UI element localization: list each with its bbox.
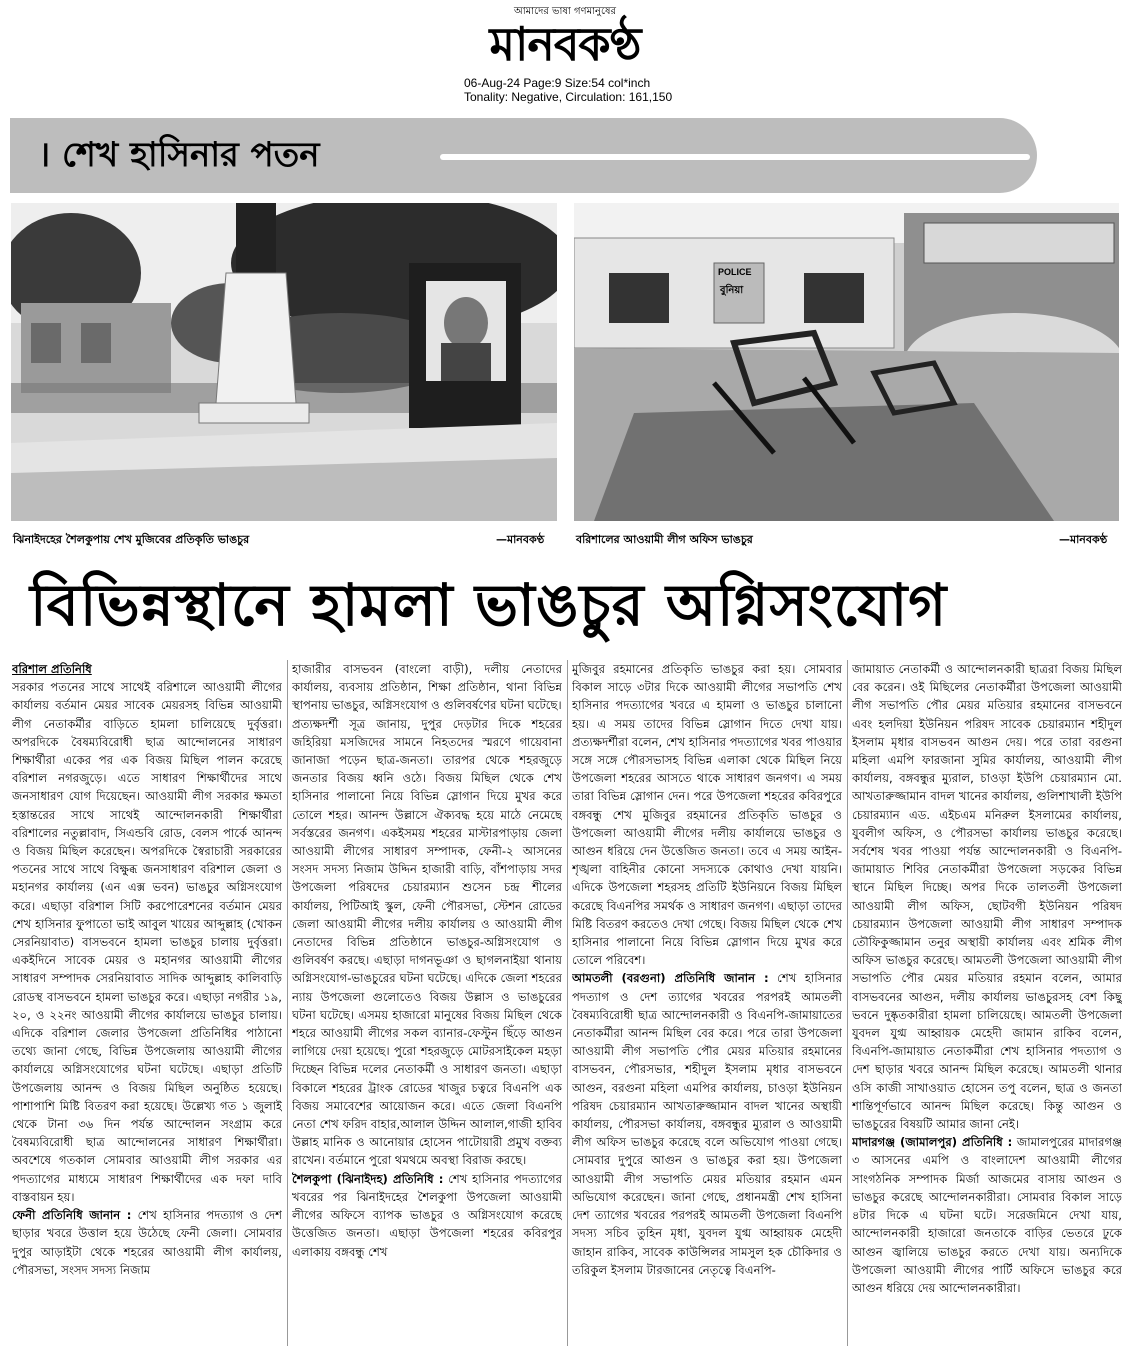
main-headline: বিভিন্নস্থানে হামলা ভাঙচুর অগ্নিসংযোগ (30, 571, 948, 639)
article-column-3 (572, 660, 842, 1346)
photo-2-caption: বরিশালের আওয়ামী লীগ অফিস ভাঙচুর (576, 533, 753, 546)
photo-1-caption: ঝিনাইদহের শৈলকুপায় শেখ মুজিবের প্রতিকৃতি ভাঙচুর (13, 533, 250, 546)
building-sign: বুনিয়া (720, 285, 744, 296)
lead-shailkupa: শৈলকুপা (ঝিনাইদহ) প্রতিনিধি : (292, 1171, 444, 1186)
column-divider (567, 660, 568, 1346)
lead-madarganj: মাদারগঞ্জ (জামালপুর) প্রতিনিধি : (852, 1135, 1013, 1150)
paragraph: প্রত্যক্ষদর্শী সূত্র জানায়, দুপুর দেড়টার দিকে শহরের জহিরিয়া মসজিদের সামনে নিহতদের স্মরণে গায়েবানা জানাজা পড়েন ছাত্র-জনতা। তারপর থেকে শহরজুড়ে জনতার বিজয় ধ্বনি ওঠে। বিজয় মিছিল থেকে শেখ হাসিনার পালানো নিয়ে বিভিন্ন স্লোগান দিয়ে মুখর করে তোলে শহর। আনন্দ উল্লাসে ঐক্যবদ্ধ হয়ে মাঠে নেমেছে সর্বস্তরের জনগণ। একইসময় শহরের মাস্টারপাড়ায় জেলা আওয়ামী লীগের সাধারণ সম্পাদক, ফেনী-২ আসনের সংসদ সদস্য নিজাম উদ্দিন হাজারী বাড়ি, বাঁশপাড়ায় সদর উপজেলা পরিষদের চেয়ারম্যান শুসেন চন্দ্র শীলের কার্যালয়, পিটিআই স্কুল, ফেনী পৌরসভা, স্টেশন রোডের জেলা আওয়ামী লীগের দলীয় কার্যালয় ও আওয়ামী লীগ নেতাদের বিভিন্ন প্রতিষ্ঠানে ভাঙচুর-অগ্নিসংযোগ ও গুলিবর্ষণ করছে। এছাড়া দাগনভূঞা ও ছাগলনাইয়া থানায় অগ্নিসংযোগ-ভাঙচুরের ঘটনা ঘটেছে। এদিকে জেলা শহরের ন্যায় উপজেলা গুলোতেও বিজয় উল্লাস ও ভাঙচুরের ঘটনা ঘটেছে। এসময় হাজারো মানুষের বিজয় মিছিল থেকে শহরে আওয়ামী লীগের সকল ব্যানার-ফেস্টুন ছিঁড়ে আগুন লাগিয়ে দেয়া হয়েছে। পুরো শহরজুড়ে মোটরসাইকেল মহড়া দিচ্ছেন বিভিন্ন দলের নেতাকর্মী ও সাধারণ জনতা। এছাড়া বিকালে শহরের ট্রাংক রোডের খাজুর চত্বরে বিএনপি এক বিজয় সমাবেশের আয়োজন করে। এতে জেলা বিএনপি নেতা শেখ ফরিদ বাহার,আলাল উদ্দিন আলাল,গাজী হাবিব উল্লাহ মানিক ও আনোয়ার হোসেন পাটোয়ারী প্রমুখ বক্তব্য রাখেন। বর্তমানে পুরো থমথমে অবস্থা বিরাজ করছে। (292, 716, 562, 1168)
paragraph: শেখ হাসিনার পদত্যাগ ও দেশ ত্যাগের খবরের পরপরই আমতলী বৈষম্যবিরোধী ছাত্র আন্দোলনকারী ও বিএনপি-জামায়াতের নেতাকর্মীরা আনন্দ মিছিল বের করে। পরে তারা উপজেলা আওয়ামী লীগ সভাপতি পৌর মেয়র মতিয়ার রহমানের বাসভবন, পৌরসভার, শহীদুল ইসলাম মৃধার বাসভবনে আগুন, বরগুনা মহিলা এমপির কার্যালয়, চাওড়া ইউনিয়ন পরিষদ চেয়ারম্যান আখতারুজ্জামান বাদল খানের অস্থায়ী কার্যালয়, পৌরসভা কার্যালয়, বঙ্গবন্ধুর ম্যুরাল ও আওয়ামী লীগ অফিস ভাঙচুর করেছে বলে অভিযোগ পাওয়া গেছে। সোমবার দুপুরে আগুন ও ভাঙচুর করা হয়। উপজেলা আওয়ামী লীগ সভাপতি মেয়র মতিয়ার রহমান এমন অভিযোগ করেছেন। জানা গেছে, প্রধানমন্ত্রী শেখ হাসিনা দেশ ত্যাগের খবরের পরপরই আমতলী উপজেলা বিএনপি সদস্য সচিব তুহিন মৃধা, যুবদল যুগ্ম আহ্বায়ক মেহেদী জাহান রাকিব, সাবেক কাউন্সিলর সামসুল হক চৌকিদার ও তরিকুল ইসলাম টারজানের নেতৃত্বে বিএনপি- (572, 971, 842, 1277)
police-sign: POLICE (718, 267, 752, 277)
article-column-4 (852, 660, 1122, 1346)
masthead-tagline: আমাদের ভাষা গণমানুষের (513, 6, 617, 17)
section-title: । শেখ হাসিনার পতন (38, 135, 320, 175)
paragraph: সরকার পতনের সাথে সাথেই বরিশালে আওয়ামী লীগের কার্যালয় বর্তমান মেয়র সাবেক মেয়রসহ বিভিন্ন আওয়ামী লীগ নেতাকর্মীর বাড়িতে হামলা চালিয়েছে দুর্বৃত্তরা। অপরদিকে বৈষম্যবিরোধী ছাত্র আন্দোলনের সাধারণ শিক্ষার্থীরা একের পর এক বিজয় মিছিল পালন করেছে বরিশাল নগরজুড়ে। এতে সাধারণ শিক্ষার্থীদের সাথে জনসাধারণ যোগ দিয়েছেন। আওয়ামী লীগ সরকার ক্ষমতা হস্তান্তরের সাথে সাথেই আন্দোলনকারী শিক্ষার্থীরা বরিশালের নতুল্লাবাদ, সিএন্ডবি রোড, বেলস পার্কে আনন্দ ও বিজয় মিছিল করেছেন। অপরদিকে স্বৈরাচারী সরকারের পতনের সাথে সাথে বিক্ষুব্ধ জনসাধারণ বরিশাল জেলা ও মহানগর কার্যালয় (এন এক্স ভবন) ভাঙচুর অগ্নিসংযোগ করে। এছাড়া বরিশাল সিটি করপোরেশনের বর্তমান মেয়র শেখ হাসিনার ফুপাতো ভাই আবুল খায়ের আব্দুল্লাহ (খোকন সেরনিয়াবাত) বাসভবনে হামলা ভাঙচুর চালায় দুর্বৃত্তরা। একইদিনে সাবেক মেয়র ও মহানগর আওয়ামী লীগের সাধারণ সম্পাদক সেরনিয়াবাত সাদিক আব্দুল্লাহ কালিবাড়ি রোডস্থ বাসভবনে হামলা ভাঙচুর করে। এছাড়া নগরীর ১৯, ২০, ও ২২নং আওয়ামী লীগের কার্যালয়ে ভাঙচুর চালায়। এদিকে বরিশাল জেলার উপজেলা প্রতিনিধির পাঠানো তথ্যে জানা গেছে, বিভিন্ন উপজেলায় আওয়ামী লীগের কার্যালয়ে অগ্নিসংযোগের ঘটনা ঘটেছে। এছাড়া প্রতিটি উপজেলায় আনন্দ ও বিজয় মিছিল অনুষ্ঠিত হয়েছে। পাশাপাশি মিষ্টি বিতরণ করা হয়েছে। উল্লেখ্য গত ১ জুলাই থেকে টানা ৩৬ দিন পর্যন্ত আন্দোলন সংগ্রাম করে বৈষম্যবিরোধী ছাত্র আন্দোলনের সাধারণ শিক্ষার্থীরা। অবশেষে গতকাল সোমবার আওয়ামী লীগ সরকার এর পদত্যাগের মাধ্যমে সাধারণ শিক্ষার্থীদের এক দফা দাবি বাস্তবায়ন হয়। (12, 680, 282, 1204)
lead-amtali: আমতলী (বরগুনা) প্রতিনিধি জানান : (572, 971, 769, 986)
byline-barishal: বরিশাল প্রতিনিধি (12, 662, 92, 676)
banner-rule (440, 154, 1030, 160)
photo-2-credit: —মানবকণ্ঠ (1059, 533, 1108, 546)
paragraph: জামায়াত নেতাকর্মী ও আন্দোলনকারী ছাত্ররা বিজয় মিছিল বের করেন। ওই মিছিলের নেতাকর্মীরা উপজেলা আওয়ামী লীগ সভাপতি পৌর মেয়র মতিয়ার রহমানের বাসভবনে এবং হলদিয়া ইউনিয়ন পরিষদ সাবেক চেয়ারম্যান শহীদুল ইসলাম মৃধার বাসভবন আগুন দেয়। পরে তারা বরগুনা মহিলা এমপি ফারজানা সুমির কার্যালয়, আওয়ামী লীগ কার্যালয়, বঙ্গবন্ধুর ম্যুরাল, চাওড়া ইউপি চেয়ারম্যান মো. আখতারুজ্জামান বাদল খানের কার্যালয়, গুলিশাখালী ইউপি চেয়ারম্যান এড. এইচএম মনিরুল ইসলামের কার্যালয়, যুবলীগ অফিস, ও পৌরসভা কার্যালয় ভাঙচুর করেছে। সর্বশেষ খবর পাওয়া পর্যন্ত আন্দোলনকারী ও বিএনপি-জামায়াত শিবির নেতাকর্মীরা উপজেলা সড়কের বিভিন্ন স্থানে মিছিল দিচ্ছে। অপর দিকে তালতলী উপজেলা আওয়ামী লীগ অফিস, ছোটবগী ইউনিয়ন পরিষদ চেয়ারম্যান উপজেলা আওয়ামী লীগ সাধারণ সম্পাদক তৌফিকুজ্জামান তনুর অস্থায়ী কার্যালয় এবং শ্রমিক লীগ অফিস ভাঙচুর করেছে। আমতলী উপজেলা আওয়ামী লীগ সভাপতি পৌর মেয়র মতিয়ার রহমান বলেন, আমার বাসভবনের আগুন, দলীয় কার্যালয় ভাঙচুরসহ বেশ কিছু ভবনে দুষ্কৃতকারীরা হামলা চালিয়েছে। আমতলী উপজেলা যুবদল যুগ্ম আহ্বায়ক মেহেদী জামান রাকিব বলেন, বিএনপি-জামায়াত নেতাকর্মীরা শেখ হাসিনার পদত্যাগ ও দেশ ছাড়ার খবরে আনন্দ মিছিল করেছে। আমতলী থানার ওসি কাজী সাখাওয়াত হোসেন তপু বলেন, ছাত্র ও জনতা শান্তিপূর্ণভাবে আনন্দ মিছিল করেছে। কিন্তু আগুন ও ভাঙচুরের বিষয়টি আমার জানা নেই। (852, 662, 1122, 1132)
article-column-2 (292, 660, 562, 1346)
photo-barishal-office (574, 203, 1119, 521)
paragraph: জামালপুরের মাদারগঞ্জ ৩ আসনের এমপি ও বাংলাদেশ আওয়ামী লীগের সাংগঠনিক সম্পাদক মির্জা আজমের বাসায় আগুন ও ভাঙচুর করেছে আন্দোলনকারীরা। সোমবার বিকাল সাড়ে ৪টার দিকে এ ঘটনা ঘটে। সরেজমিনে দেখা যায়, আন্দোলনকারী হাজারো জনতাকে বাড়ির ভেতরে ঢুকে আগুন জ্বালিয়ে ভাঙচুর করতে দেখা যায়। অন্যদিকে উপজেলা আওয়ামী লীগের পার্টি অফিসে ভাঙচুর করে আগুন ধরিয়ে দেয় আন্দোলনকারীরা। (852, 1135, 1122, 1295)
paragraph: শেখ হাসিনার পদত্যাগের খবরের পর ঝিনাইদহের শৈলকুপা উপজেলা আওয়ামী লীগের অফিসে ব্যাপক ভাঙচুর ও অগ্নিসংযোগ করেছে উত্তেজিত জনতা। এছাড়া উপজেলা শহরের কবিরপুর এলাকায় বঙ্গবন্ধু শেখ (292, 1171, 562, 1259)
clipping-meta (464, 76, 672, 104)
photo-shailkupa-monument (11, 203, 557, 521)
column-divider (287, 660, 288, 1346)
paragraph: হাজারীর বাসভবন (বাংলো বাড়ী), দলীয় নেতাদের কার্যালয়, ব্যবসায় প্রতিষ্ঠান, শিক্ষা প্রতিষ্ঠান, থানা বিভিন্ন স্থাপনায় ভাঙচুর, অগ্নিসংযোগ ও গুলিবর্ষণের ঘটনা ঘটেছে। (292, 662, 562, 713)
column-divider (847, 660, 848, 1346)
meta-line-2: Tonality: Negative, Circulation: 161,150 (464, 90, 673, 104)
paragraph: শেখ হাসিনার পদত্যাগ ও দেশ ছাড়ার খবরে উত্তাল হয়ে উঠেছে ফেনী জেলা। সোমবার দুপুর আড়াইটা থেকে শহরের আওয়ামী লীগ কার্যালয়, পৌরসভা, সংসদ সদস্য নিজাম (12, 1208, 282, 1277)
newspaper-logo: মানবকণ্ঠ (489, 17, 641, 71)
meta-line-1: 06-Aug-24 Page:9 Size:54 col*inch (464, 76, 651, 90)
section-banner (10, 118, 1037, 193)
paragraph: মুজিবুর রহমানের প্রতিকৃতি ভাঙচুর করা হয়। সোমবার বিকাল সাড়ে ৩টার দিকে আওয়ামী লীগের সভাপতি শেখ হাসিনার পদত্যাগের খবরে এ হামলা ও ভাঙচুর চালানো হয়। এ সময় তাদের বিভিন্ন স্লোগান দিতে দেখা যায়। প্রত্যক্ষদর্শীরা বলেন, শেখ হাসিনার পদত্যাগের খবর পাওয়ার সঙ্গে সঙ্গে পৌরসভাসহ বিভিন্ন এলাকা থেকে মিছিল নিয়ে উপজেলা শহরের আসতে থাকে সাধারণ জনগণ। এ সময় তারা বিভিন্ন স্লোগান দেন। পরে উপজেলা শহরের কবিরপুরে বঙ্গবন্ধু শেখ মুজিবুর রহমানের প্রতিকৃতি ভাঙচুর ও উপজেলা আওয়ামী লীগের দলীয় কার্যালয়ে ভাঙচুর ও আগুন ধরিয়ে দেন উত্তেজিত জনতা। তবে এ সময় আইন-শৃঙ্খলা বাহিনীর কোনো সদস্যকে কোথাও দেখা যায়নি। এদিকে উপজেলা শহরসহ প্রতিটি ইউনিয়নে বিজয় মিছিল করেছে বিএনপির সমর্থক ও সাধারণ জনগণ। এছাড়া তাদের মিষ্টি বিতরণ করতেও দেখা গেছে। বিজয় মিছিল থেকে শেখ হাসিনার পালানো নিয়ে বিভিন্ন স্লোগান দিয়ে মুখর করে তোলে পরিবেশ। (572, 662, 842, 968)
article-column-1 (12, 660, 282, 1346)
lead-feni: ফেনী প্রতিনিধি জানান : (12, 1208, 132, 1223)
photo-1-credit: —মানবকণ্ঠ (496, 533, 545, 546)
masthead (420, 6, 710, 74)
